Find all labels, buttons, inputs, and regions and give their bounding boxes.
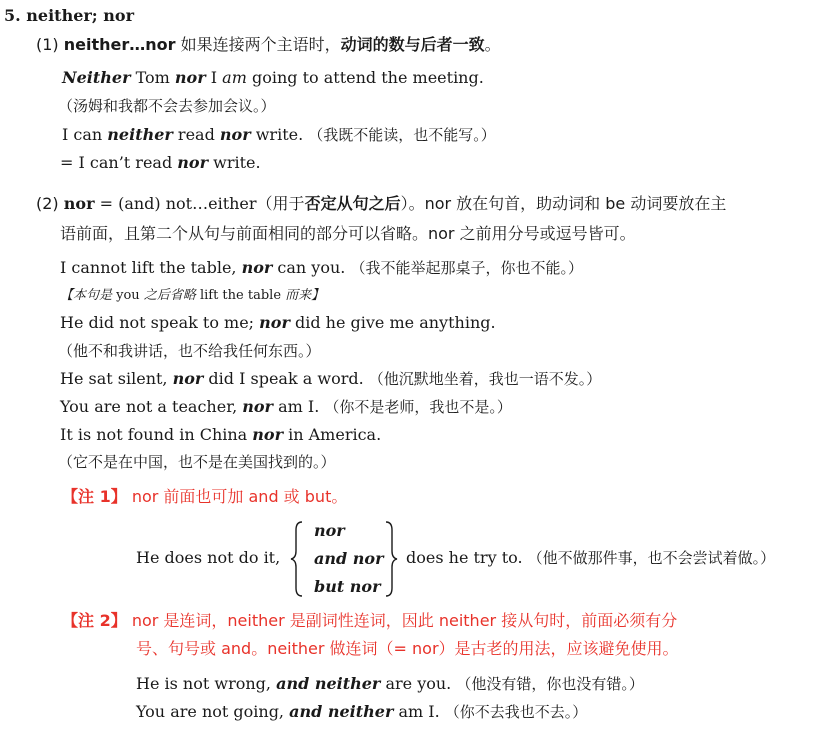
kw-and-neither: and neither	[289, 702, 394, 721]
kw-am: am	[222, 68, 247, 87]
text: are you.	[380, 674, 457, 693]
option-and-nor: and nor	[314, 549, 384, 568]
note-text: you	[116, 288, 140, 303]
example-2-1-note	[60, 286, 324, 306]
note-text: 【本句是	[60, 288, 117, 303]
note-2	[62, 611, 677, 631]
note-1-text: nor 前面也可加 and 或 but。	[131, 487, 348, 506]
right-brace-icon	[384, 520, 398, 598]
text: did I speak a word.	[203, 369, 369, 388]
kw-and-neither: and neither	[276, 674, 381, 693]
option-but-nor: but nor	[314, 577, 381, 596]
rule-1-number: (1)	[36, 35, 59, 54]
note-2-label: 【注 2】	[62, 611, 127, 630]
text: I cannot lift the table,	[60, 258, 242, 277]
translation: （我不能举起那桌子，你也不能。）	[350, 259, 583, 277]
example-2-2	[60, 313, 496, 333]
note-text: 而来】	[281, 288, 325, 303]
example-1-3	[60, 153, 261, 173]
example-2-3	[60, 369, 601, 389]
rule-2-text-b: 否定从句之后	[304, 194, 401, 213]
note-1	[62, 487, 347, 507]
text: in America.	[283, 425, 382, 444]
example-1-2	[62, 125, 496, 145]
kw-nor: nor	[259, 313, 290, 332]
text: write.	[208, 153, 261, 172]
rule-1-text-a: 如果连接两个主语时，	[180, 35, 341, 54]
translation: （他不做那件事，也不会尝试着做。）	[527, 549, 776, 567]
text: am I.	[393, 702, 445, 721]
section-heading	[4, 6, 134, 26]
note-text: 之后省略	[139, 288, 200, 303]
note-1-label: 【注 1】	[62, 487, 127, 506]
text: does he try to.	[406, 548, 528, 567]
left-brace-icon	[290, 520, 304, 598]
text: Tom	[130, 68, 175, 87]
text: did he give me anything.	[289, 313, 496, 332]
rule-2	[36, 194, 726, 214]
text: am I.	[272, 397, 325, 416]
kw-nor: nor	[252, 425, 284, 444]
kw-nor: nor	[172, 369, 204, 388]
text: read	[172, 125, 220, 144]
text: I can	[62, 125, 108, 144]
translation: （他沉默地坐着，我也一语不发。）	[368, 370, 602, 388]
text: He sat silent,	[60, 369, 173, 388]
kw-nor: nor	[174, 68, 206, 87]
text: = I can’t read	[60, 153, 178, 172]
example-2-5	[60, 425, 381, 445]
kw-nor: nor	[177, 153, 209, 172]
text: It is not found in China	[60, 425, 253, 444]
section-number: 5.	[4, 6, 21, 25]
text: You are not going,	[136, 702, 290, 721]
note-2-example-2	[136, 702, 587, 722]
kw-neither: Neither	[62, 68, 131, 87]
text: He is not wrong,	[136, 674, 277, 693]
text: can you.	[272, 258, 351, 277]
note-1-example-tail	[406, 548, 775, 568]
kw-nor: nor	[242, 397, 273, 416]
text: write.	[250, 125, 309, 144]
translation: （你不去我也不去。）	[444, 703, 588, 721]
rule-2-number: (2)	[36, 194, 59, 213]
rule-2-line-2: 语前面，且第二个从句与前面相同的部分可以省略。nor 之前用分号或逗号皆可。	[60, 224, 636, 243]
note-2-example-1	[136, 674, 644, 694]
note-2-line-2: 号、句号或 and。neither 做连词（= nor）是古老的用法，应该避免使用。	[136, 639, 679, 658]
translation: （你不是老师，我也不是。）	[324, 398, 512, 416]
note-1-example-lead: He does not do it,	[136, 548, 281, 567]
kw-nor: nor	[241, 258, 273, 277]
kw-nor: nor	[219, 125, 251, 144]
section-title: neither; nor	[26, 6, 135, 25]
rule-1	[36, 35, 501, 55]
example-2-2-translation: （他不和我讲话，也不给我任何东西。）	[58, 342, 321, 360]
translation: （他没有错，你也没有错。）	[456, 675, 644, 693]
example-1-1	[62, 68, 484, 88]
rule-2-head: nor	[63, 194, 95, 213]
rule-2-text-c: ）。nor 放在句首，助动词和 be 动词要放在主	[400, 194, 727, 213]
text: going to attend the meeting.	[246, 68, 484, 87]
option-nor: nor	[314, 521, 345, 540]
example-2-1	[60, 258, 583, 278]
rule-2-equation: = (and) not…either	[94, 194, 257, 213]
rule-2-text-a: （用于	[256, 194, 305, 213]
text: I	[205, 68, 223, 87]
rule-1-text-c: 。	[484, 35, 501, 54]
note-2-line-1: nor 是连词，neither 是副词性连词，因此 neither 接从句时，前面必须有分	[131, 611, 678, 630]
kw-neither: neither	[107, 125, 173, 144]
note-text: lift the table	[199, 288, 282, 303]
translation: （我既不能读，也不能写。）	[308, 126, 496, 144]
rule-1-head: neither…nor	[63, 35, 176, 54]
rule-1-text-b: 动词的数与后者一致	[340, 35, 485, 54]
example-2-4	[60, 397, 512, 417]
example-2-5-translation: （它不是在中国，也不是在美国找到的。）	[58, 453, 336, 471]
text: You are not a teacher,	[60, 397, 243, 416]
text: He did not speak to me;	[60, 313, 260, 332]
example-1-1-translation: （汤姆和我都不会去参加会议。）	[58, 97, 276, 115]
